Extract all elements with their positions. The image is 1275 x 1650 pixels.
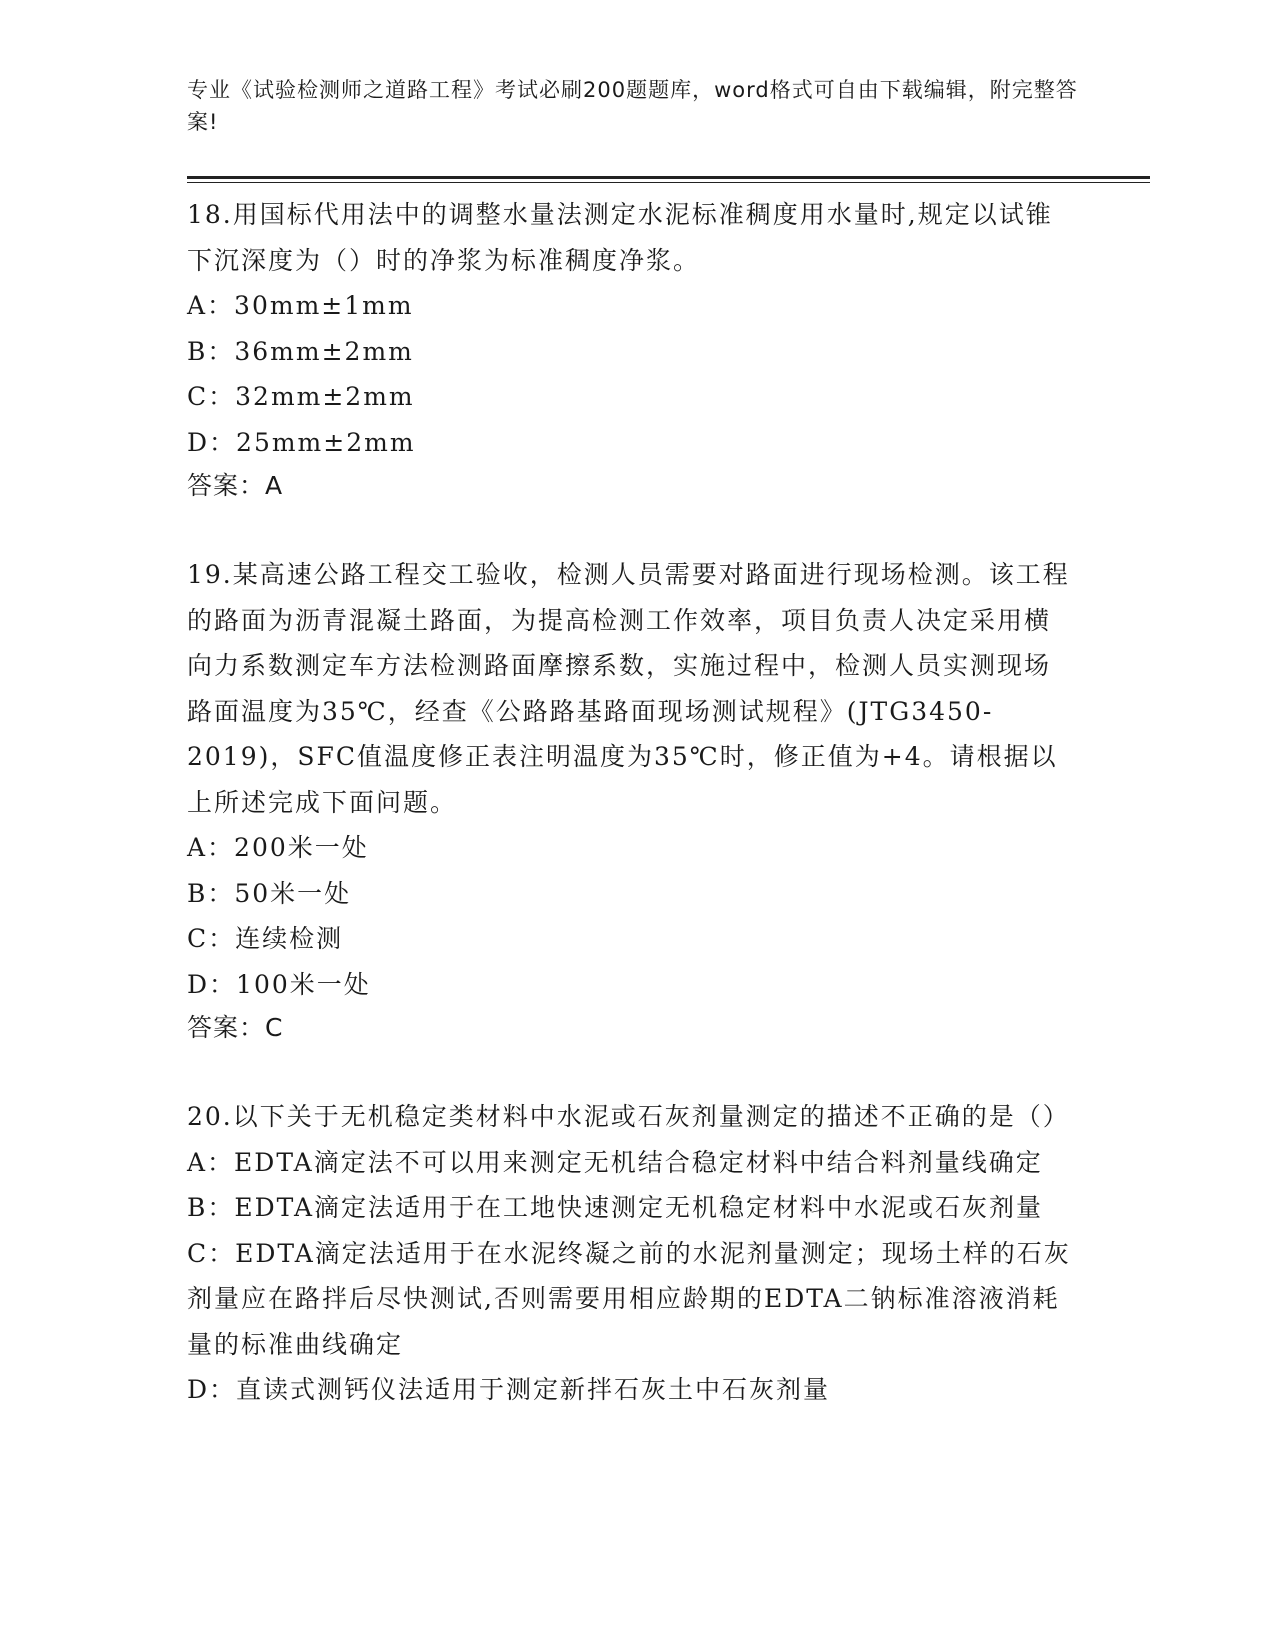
answer-label: 答案：A: [187, 471, 284, 500]
header-divider-thick: [187, 176, 1150, 179]
option-b: B：EDTA滴定法适用于在工地快速测定无机稳定材料中水泥或石灰剂量: [187, 1193, 1044, 1222]
question-19: [187, 552, 1077, 1049]
option-d: D：25mm±2mm: [187, 427, 416, 457]
page-header: 专业《试验检测师之道路工程》考试必刷200题题库，word格式可自由下载编辑，附完整答案!: [187, 78, 1078, 134]
option-a: A：30mm±1mm: [187, 291, 414, 320]
question-18: [187, 192, 1077, 507]
option-c: C：EDTA滴定法适用于在水泥终凝之前的水泥剂量测定；现场土样的石灰剂量应在路拌后尽快测试,否则需要用相应龄期的EDTA二钠标准溶液消耗量的标准曲线确定: [187, 1238, 1071, 1359]
question-stem: 19.某高速公路工程交工验收，检测人员需要对路面进行现场检测。该工程的路面为沥青混凝土路面，为提高检测工作效率，项目负责人决定采用横向力系数测定车方法检测路面摩擦系数，实施过程中，检测人员实测现场路面温度为35℃，经查《公路路基路面现场测试规程》(JTG3450-2019)，SFC值温度修正表注明温度为35℃时，修正值为+4。请根据以上所述完成下面问题。: [187, 560, 1070, 817]
option-d: D：直读式测钙仪法适用于测定新拌石灰土中石灰剂量: [187, 1375, 831, 1404]
question-list: [187, 192, 1077, 1458]
header-divider-thin: [187, 182, 1150, 183]
option-d: D：100米一处: [187, 969, 371, 999]
option-b: B：36mm±2mm: [187, 336, 414, 366]
question-stem: 20.以下关于无机稳定类材料中水泥或石灰剂量测定的描述不正确的是（）: [187, 1102, 1070, 1131]
option-a: A：EDTA滴定法不可以用来测定无机结合稳定材料中结合料剂量线确定: [187, 1147, 1043, 1177]
question-20: [187, 1094, 1077, 1413]
option-a: A：200米一处: [187, 833, 369, 862]
option-b: B：50米一处: [187, 878, 352, 908]
answer-label: 答案：C: [187, 1013, 284, 1042]
question-stem: 18.用国标代用法中的调整水量法测定水泥标准稠度用水量时,规定以试锥下沉深度为（）时的净浆为标准稠度净浆。: [187, 200, 1053, 275]
option-c: C：32mm±2mm: [187, 382, 415, 411]
option-c: C：连续检测: [187, 924, 344, 953]
